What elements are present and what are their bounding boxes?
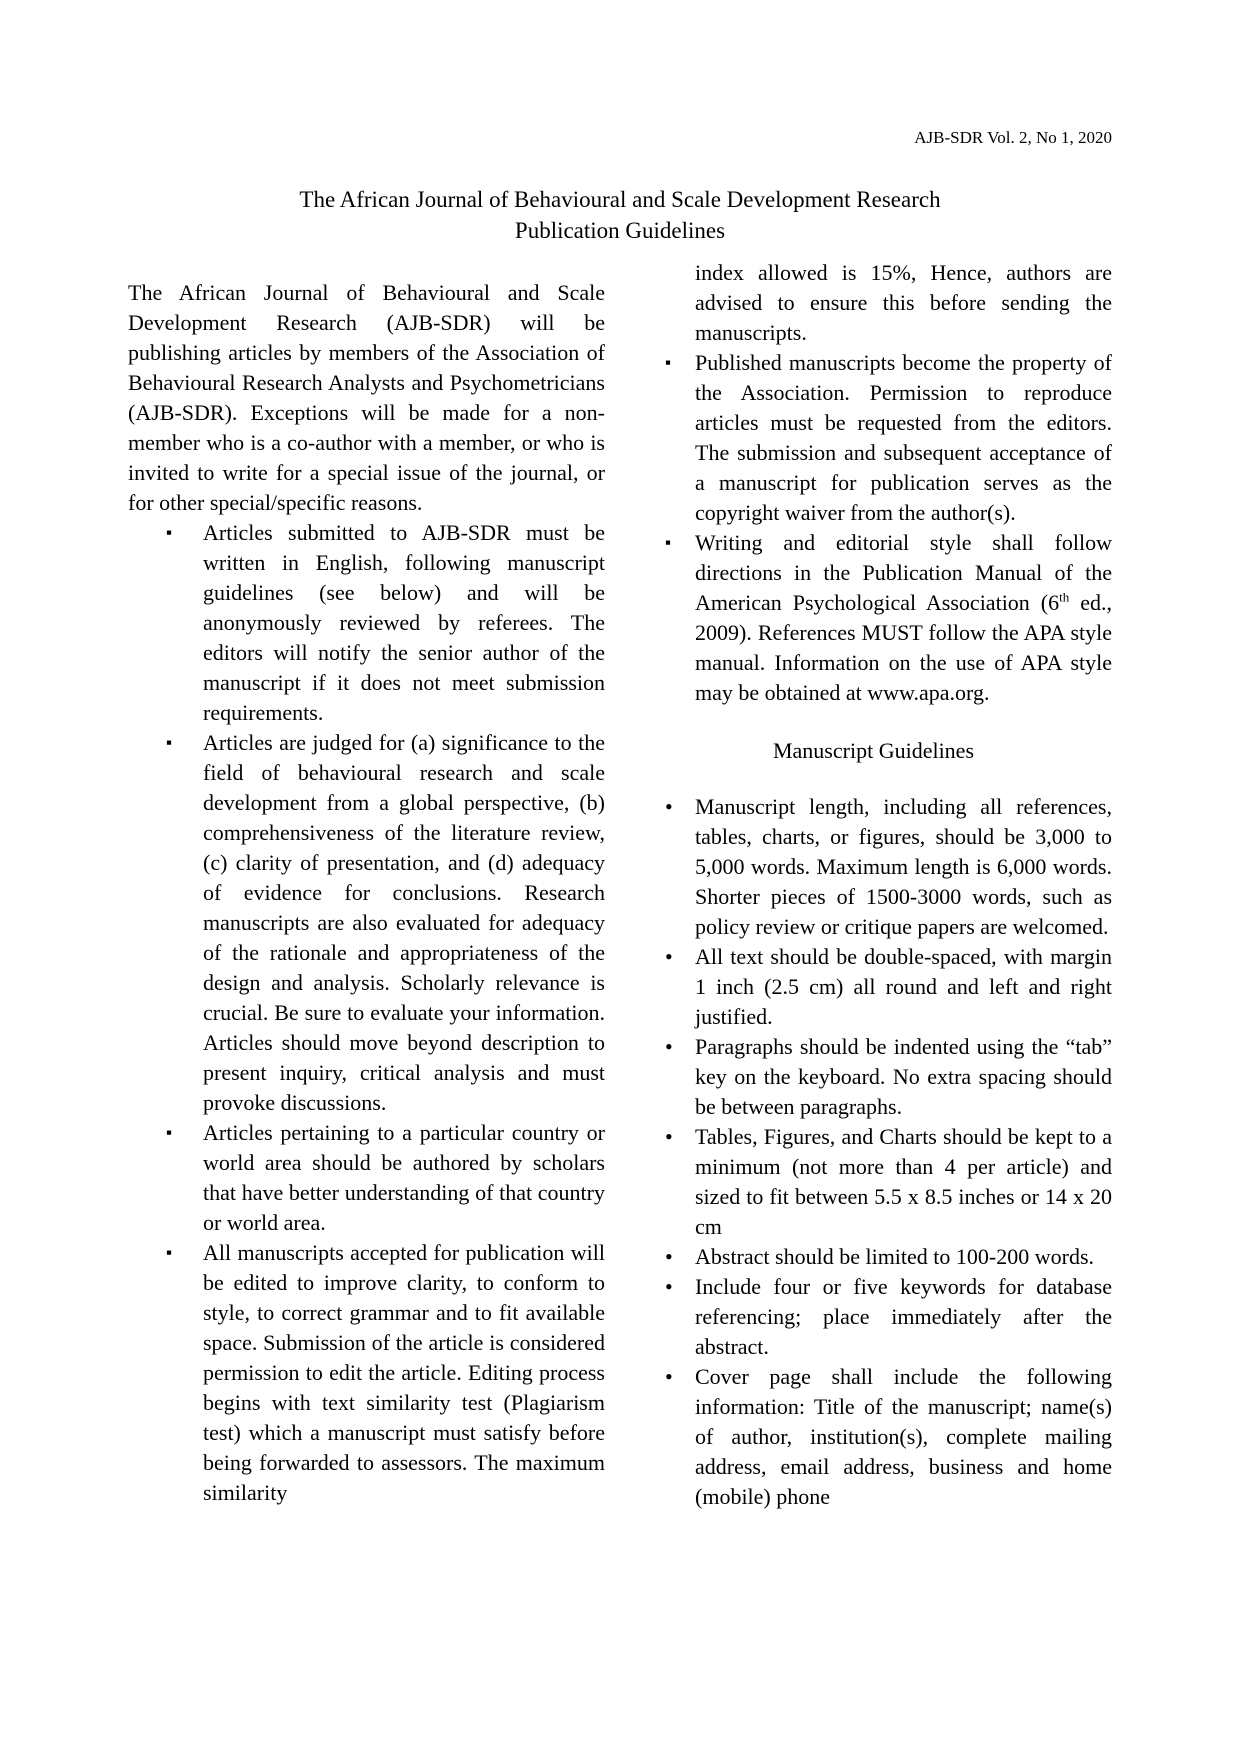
journal-volume-header: AJB-SDR Vol. 2, No 1, 2020	[914, 128, 1112, 147]
style-bullet-text-pre: Writing and editorial style shall follow directions in the Publication Manual of the American Psychological Association (6	[695, 530, 1112, 615]
list-item-text: Paragraphs should be indented using the “tab” key on the keyboard. No extra spacing should be between paragraphs.	[695, 1034, 1112, 1119]
intro-paragraph: The African Journal of Behavioural and Scale Development Research (AJB-SDR) will be publishing articles by members of the Association of Behavioural Research Analysts and Psychometricians (AJB-SDR). Exceptions will be made for a non-member who is a co-author with a member, or who is invited to write for a special issue of the journal, or for other special/specific reasons.	[128, 280, 605, 515]
square-bullet-icon: ▪	[665, 533, 672, 552]
list-item-text: Cover page shall include the following information: Title of the manuscript; name(s) of author, institution(s), complete mailing address, email address, business and home (mobile) phone	[695, 1364, 1112, 1509]
list-item	[635, 942, 1112, 1032]
continuation-paragraph: index allowed is 15%, Hence, authors are advised to ensure this before sending the manuscripts.	[695, 260, 1112, 345]
document-title	[128, 184, 1112, 246]
list-item-text: Abstract should be limited to 100-200 words.	[695, 1244, 1095, 1269]
right-column	[635, 258, 1112, 1512]
list-item	[128, 518, 605, 728]
list-item-text: Articles submitted to AJB-SDR must be written in English, following manuscript guidelines (see below) and will be anonymously reviewed by referees. The editors will notify the senior author of the manuscript if it does not meet submission requirements.	[203, 520, 605, 725]
title-line-2: Publication Guidelines	[514, 218, 726, 243]
round-bullet-icon: •	[665, 1274, 673, 1299]
section-heading: Manuscript Guidelines	[772, 738, 975, 763]
list-item	[635, 1272, 1112, 1362]
square-bullet-icon: ▪	[665, 353, 672, 372]
list-item-text: Tables, Figures, and Charts should be kept to a minimum (not more than 4 per article) and sized to fit between 5.5 x 8.5 inches or 14 x 20 cm	[695, 1124, 1112, 1239]
list-item	[635, 792, 1112, 942]
title-line-1: The African Journal of Behavioural and Scale Development Research	[299, 187, 941, 212]
list-item-text	[695, 530, 1112, 705]
list-item-text: Articles are judged for (a) significance to the field of behavioural research and scale development from a global perspective, (b) comprehensiveness of the literature review, (c) clarity of presentation, and (d) adequacy of evidence for conclusions. Research manuscripts are also evaluated for adequacy of the rationale and appropriateness of the design and analysis. Scholarly relevance is crucial. Be sure to evaluate your information. Articles should move beyond description to present inquiry, critical analysis and must provoke discussions.	[203, 730, 605, 1115]
round-bullet-icon: •	[665, 1034, 673, 1059]
list-item	[635, 348, 1112, 528]
round-bullet-icon: •	[665, 944, 673, 969]
round-bullet-icon: •	[665, 1364, 673, 1389]
list-item	[635, 1242, 1112, 1272]
round-bullet-icon: •	[665, 794, 673, 819]
style-bullet-text-post: ed., 2009). References MUST follow the APA style manual. Information on the use of APA style may be obtained at www.apa.org.	[695, 590, 1113, 705]
square-bullet-icon: ▪	[166, 1123, 173, 1142]
list-item-text: All manuscripts accepted for publication will be edited to improve clarity, to conform to style, to correct grammar and to fit available space. Submission of the article is considered permission to edit the article. Editing process begins with text similarity test (Plagiarism test) which a manuscript must satisfy before being forwarded to assessors. The maximum similarity	[203, 1240, 605, 1505]
ordinal-superscript: th	[1059, 589, 1070, 605]
left-column	[128, 258, 605, 1512]
two-column-body	[128, 258, 1112, 1512]
square-bullet-icon: ▪	[166, 523, 173, 542]
list-item	[128, 728, 605, 1118]
list-item-text: All text should be double-spaced, with margin 1 inch (2.5 cm) all round and left and right justified.	[695, 944, 1112, 1029]
list-item	[635, 1032, 1112, 1122]
list-item-text: Published manuscripts become the property of the Association. Permission to reproduce articles must be requested from the editors. The submission and subsequent acceptance of a manuscript for publication serves as the copyright waiver from the author(s).	[695, 350, 1112, 525]
square-bullet-icon: ▪	[166, 733, 173, 752]
square-bullet-icon: ▪	[166, 1243, 173, 1262]
list-item	[128, 1238, 605, 1508]
list-item	[635, 528, 1112, 708]
list-item-text: Include four or five keywords for database referencing; place immediately after the abstract.	[695, 1274, 1112, 1359]
list-item	[635, 1122, 1112, 1242]
list-item-text: Articles pertaining to a particular country or world area should be authored by scholars that have better understanding of that country or world area.	[203, 1120, 605, 1235]
round-bullet-icon: •	[665, 1124, 673, 1149]
list-item	[128, 1118, 605, 1238]
list-item	[635, 1362, 1112, 1512]
list-item-text: Manuscript length, including all references, tables, charts, or figures, should be 3,000 to 5,000 words. Maximum length is 6,000 words. Shorter pieces of 1500-3000 words, such as policy review or critique papers are welcomed.	[695, 794, 1112, 939]
round-bullet-icon: •	[665, 1244, 673, 1269]
